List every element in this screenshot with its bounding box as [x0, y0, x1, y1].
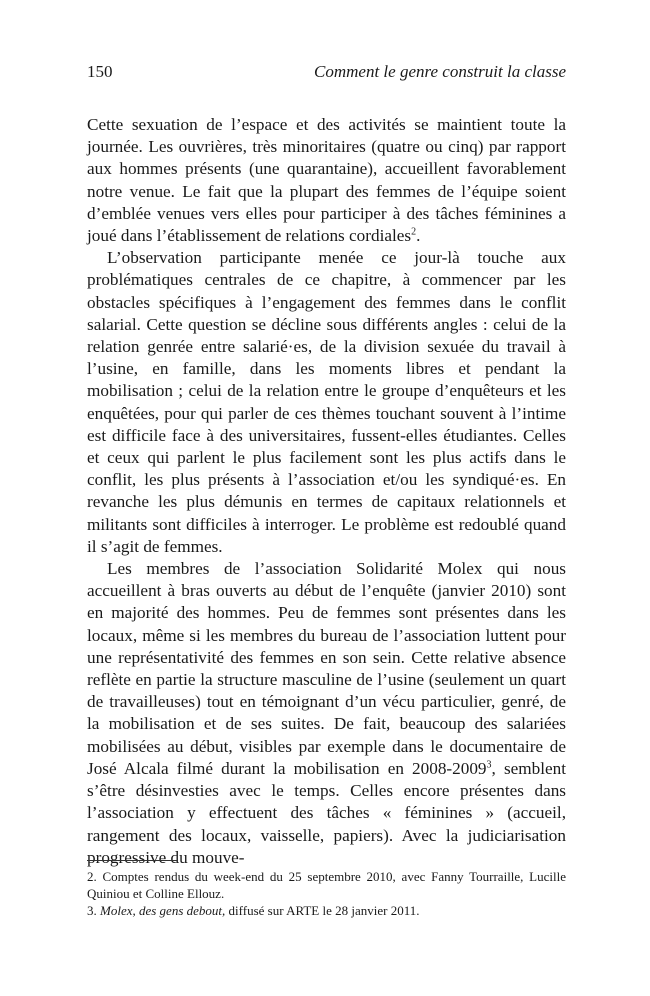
paragraph-text: L’observation participante menée ce jour-là touche aux problématiques centrales de ce chapitre, à commencer par les obstacles spécifiques à l’engagement des femmes dans le conflit salarial. Cette question se décline sous différents angles : celui de la relation genrée entre salarié·es, de la division sexuée du travail à l’usine, en famille, dans les moments libres et pendant la mobilisation ; celui de la relation entre le groupe d’enquêteurs et les enquêtées, pour qui parler de ces thèmes touchant souvent à l’intime est difficile face à des universitaires, fussent-elles étudiantes. Celles et ceux qui parlent le plus facilement sont les plus actifs dans le conflit, les plus présents à l’association et/ou les syndiqué·es. En revanche les plus démunis en termes de capitaux relationnels et militants sont difficiles à interroger. Le problème est redoublé quand il s’agit de femmes.	[87, 248, 566, 556]
footnote-reference: 3	[486, 759, 492, 771]
footnote-number: 3.	[87, 903, 97, 918]
paragraph-text-end: .	[416, 226, 421, 246]
body-text	[87, 114, 566, 869]
paragraph	[87, 247, 566, 558]
footnote	[87, 868, 566, 902]
footnote	[87, 902, 566, 919]
paragraph	[87, 558, 566, 869]
paragraph-text-end: , semblent s’être désinvesties avec le temps. Celles encore présentes dans l’association y effectuent des tâches « féminines » (accueil, rangement des locaux, vaisselle, papiers). Avec la judiciarisation progressive du mouve-	[87, 758, 566, 867]
page-number: 150	[87, 62, 113, 81]
footnotes	[87, 868, 566, 919]
running-title: Comment le genre construit la classe	[314, 62, 566, 81]
paragraph-text: Cette sexuation de l’espace et des activités se maintient toute la journée. Les ouvrières, très minoritaires (quatre ou cinq) par rapport aux hommes présents (une quarantaine), accueillent favorablement notre venue. Le fait que la plupart des femmes de l’équipe soient d’emblée venues vers elles pour participer à des tâches féminines a joué dans l’établissement de relations cordiales	[87, 115, 566, 246]
footnote-separator	[87, 860, 177, 861]
footnote-number: 2.	[87, 869, 97, 884]
footnote-text: diffusé sur ARTE le 28 janvier 2011.	[228, 903, 420, 918]
paragraph-text: Les membres de l’association Solidarité Molex qui nous accueillent à bras ouverts au début de l’enquête (janvier 2010) sont en majorité des hommes. Peu de femmes sont présentes dans les locaux, même si les membres du bureau de l’association luttent pour une représentativité des femmes en son sein. Cette relative absence reflète en partie la structure masculine de l’usine (seulement un quart de travailleuses) tout en témoignant d’un vécu particulier, genré, de la mobilisation et de ses suites. De fait, beaucoup des salariées mobilisées au début, visibles par exemple dans le documentaire de José Alcala filmé durant la mobilisation en 2008-2009	[87, 559, 566, 778]
paragraph	[87, 114, 566, 247]
footnote-work-title: Molex, des gens debout,	[100, 903, 226, 918]
page-header	[87, 62, 566, 86]
footnote-reference: 2	[411, 226, 417, 238]
footnote-text: Comptes rendus du week-end du 25 septembre 2010, avec Fanny Tourraille, Lucille Quiniou et Colline Ellouz.	[87, 869, 566, 901]
